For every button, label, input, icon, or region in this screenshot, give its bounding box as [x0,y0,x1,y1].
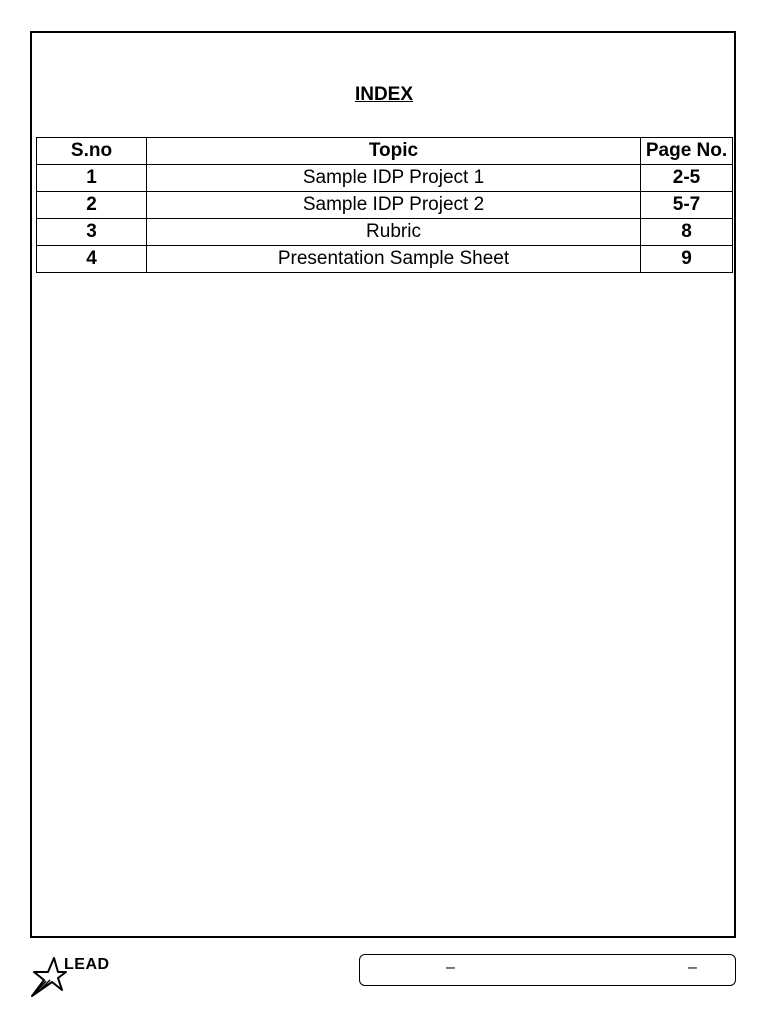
row-pages: 2-5 [641,165,733,192]
header-topic: Topic [147,138,641,165]
row-pages: 9 [641,246,733,273]
row-pages: 5-7 [641,192,733,219]
table-row [37,165,733,192]
index-title: INDEX [354,84,414,105]
logo-text: LEAD [64,956,110,973]
row-pages: 8 [641,219,733,246]
table-row [37,192,733,219]
row-topic: Sample IDP Project 2 [147,192,641,219]
table-header-row [37,138,733,165]
row-sno: 3 [37,219,147,246]
table-row [37,246,733,273]
footer-dash-left: – [446,959,455,976]
footer-dash-right: – [688,959,697,976]
row-topic: Rubric [147,219,641,246]
row-sno: 1 [37,165,147,192]
row-topic: Sample IDP Project 1 [147,165,641,192]
row-sno: 2 [37,192,147,219]
row-topic: Presentation Sample Sheet [147,246,641,273]
row-sno: 4 [37,246,147,273]
table-row [37,219,733,246]
footer-box [359,954,736,986]
header-sno: S.no [37,138,147,165]
index-table [36,137,733,273]
header-page-no: Page No. [641,138,733,165]
